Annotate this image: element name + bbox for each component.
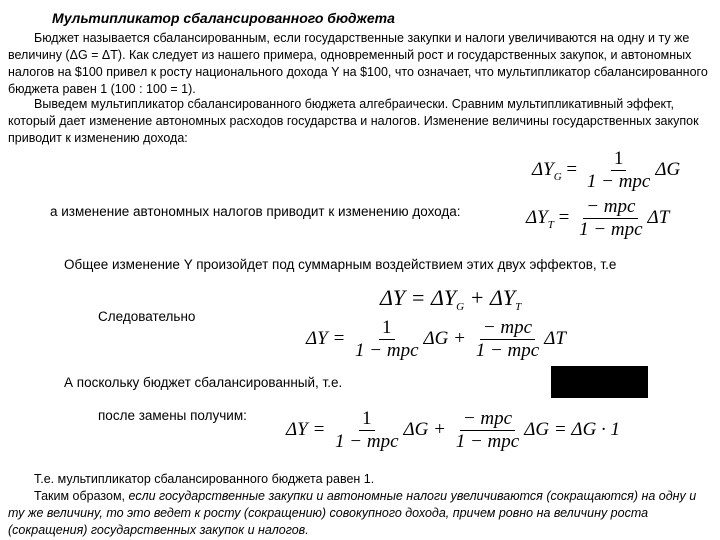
- formula-f1-fraction: [584, 149, 653, 192]
- formula-f4-term1: ΔG +: [423, 327, 471, 349]
- formula-f3-sub2: T: [515, 301, 522, 313]
- formula-f1-rhs: ΔG: [655, 158, 681, 180]
- formula-f5-fraction-1: [332, 409, 401, 452]
- formula-f5-num2: − mpc: [460, 409, 515, 431]
- formula-substituted: [286, 409, 620, 452]
- formula-government-spending: [532, 149, 680, 192]
- formula-f5-term1: ΔG +: [403, 418, 451, 440]
- redacted-box: [551, 366, 648, 398]
- formula-f4-term2: ΔT: [544, 327, 566, 349]
- formula-total-effect: [380, 285, 521, 320]
- formula-f2-den: 1 − mpc: [579, 219, 643, 240]
- formula-taxes: [526, 197, 669, 240]
- formula-f1-num: 1: [611, 149, 627, 171]
- formula-f2-num: − mpc: [583, 197, 638, 219]
- formula-f3-mid: + ΔY: [464, 285, 516, 310]
- formula-f4-den1: 1 − mpc: [355, 340, 419, 361]
- conclusion-paragraph: [8, 488, 714, 539]
- formula-f5-term2: ΔG = ΔG · 1: [524, 418, 621, 440]
- formula-f1-lhs: ΔY: [532, 158, 554, 180]
- formula-f5-den2: 1 − mpc: [455, 431, 520, 452]
- formula-f5-den1: 1 − mpc: [335, 431, 399, 452]
- substitution-label: после замены получим:: [98, 408, 247, 423]
- formula-f4-den2: 1 − mpc: [475, 340, 540, 361]
- formula-f5-fraction-2: [453, 409, 522, 452]
- formula-f2-lhs-sub: T: [547, 218, 554, 231]
- formula-f4-fraction-1: [352, 318, 421, 361]
- formula-f2-fraction: [576, 197, 645, 240]
- page-title: Мультипликатор сбалансированного бюджета: [52, 10, 395, 26]
- therefore-label: Следовательно: [98, 309, 196, 324]
- total-change-label: Общее изменение Y произойдет под суммарным воздействием этих двух эффектов, т.е: [64, 257, 617, 272]
- formula-f4-lhs: ΔY =: [306, 327, 351, 349]
- formula-f1-den: 1 − mpc: [586, 171, 651, 192]
- conclusion-prefix: Таким образом,: [34, 489, 129, 503]
- derivation-paragraph: Выведем мультипликатор сбалансированного бюджета алгебраически. Сравним мультипликативный эффект, который дает изменение автономных расходов государства и налогов. Изменение величины государственных закупок приводит к изменению дохода:: [8, 97, 699, 145]
- formula-f2-rhs: ΔT: [647, 206, 670, 228]
- formula-combined: [306, 318, 566, 361]
- formula-f2-lhs: ΔY: [526, 206, 548, 228]
- formula-f3-sub1: G: [456, 301, 465, 313]
- formula-f1-eq: =: [561, 158, 582, 180]
- balanced-budget-label: А поскольку бюджет сбалансированный, т.е.: [64, 375, 343, 390]
- formula-f4-num1: 1: [379, 318, 395, 340]
- formula-f5-num1: 1: [359, 409, 375, 431]
- conclusion-italic: если государственные закупки и автономные налоги увеличиваются (сокращаются) на одну и ту же величину, то это ведет к росту (сокращению) совокупного дохода, причем ровно на величину роста (сокращения) государственных закупок и налогов.: [8, 489, 697, 537]
- formula-f1-lhs-sub: G: [553, 170, 562, 183]
- formula-f4-num2: − mpc: [480, 318, 535, 340]
- intro-paragraph: Бюджет называется сбалансированным, если государственные закупки и налоги увеличиваются на одну и ту же величину (ΔG = ΔT). Как следует из нашего примера, одновременный рост и государственных закупок, и автономных налогов на $100 привел к росту национального дохода Y на $100, что означает, что мультипликатор сбалансированного бюджета равен 1 (100 : 100 = 1).: [8, 31, 708, 96]
- formula-f5-lhs: ΔY =: [286, 418, 331, 440]
- formula-f3-text: ΔY = ΔY: [380, 285, 457, 310]
- tax-change-label: а изменение автономных налогов приводит к изменению дохода:: [50, 204, 461, 219]
- conclusion-line-1: Т.е. мультипликатор сбалансированного бюджета равен 1.: [34, 472, 375, 486]
- formula-f4-fraction-2: [473, 318, 542, 361]
- formula-f2-eq: =: [553, 206, 575, 228]
